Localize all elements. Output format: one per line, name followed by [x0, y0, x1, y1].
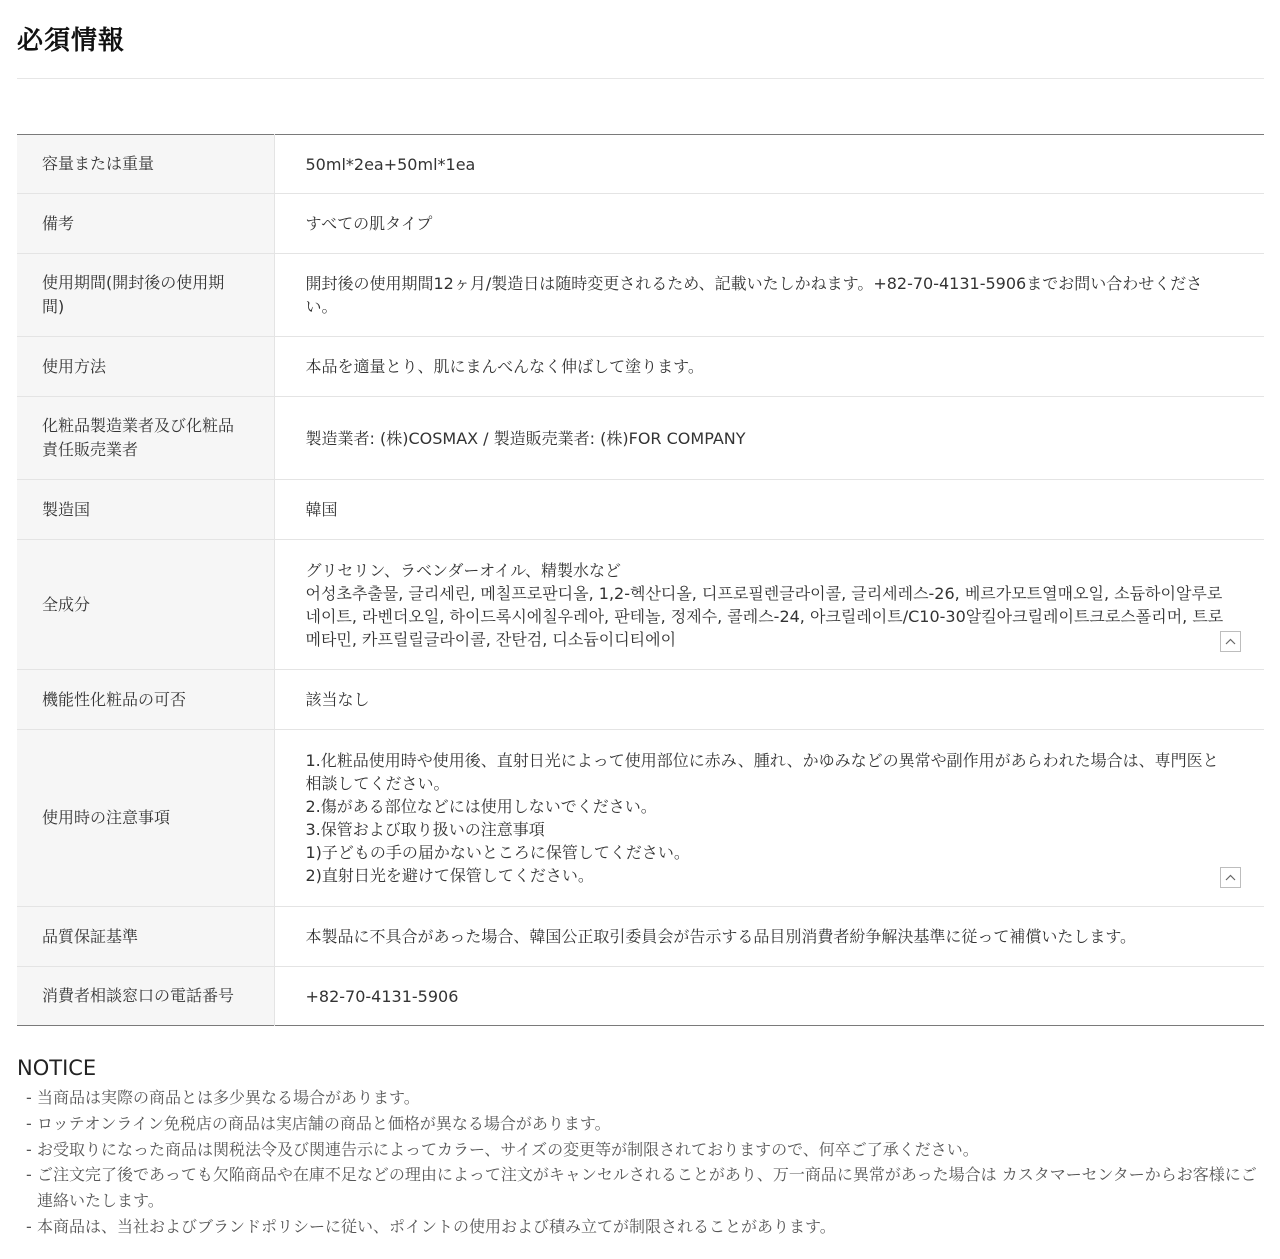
row-value	[274, 397, 1264, 480]
row-value-text: 該当なし	[305, 690, 370, 709]
notice-item: - ご注文完了後であっても欠陥商品や在庫不足などの理由によって注文がキャンセルされることがあり、万一商品に異常があった場合は カスタマーセンターからお客様にご連絡いたします。	[17, 1162, 1267, 1214]
title-divider	[17, 78, 1264, 79]
row-label: 容量または重量	[17, 135, 274, 194]
row-value-text: 開封後の使用期間12ヶ月/製造日は随時変更されるため、記載いたしかねます。+82-70-4131-5906までお問い合わせください。	[305, 274, 1203, 316]
row-value	[274, 730, 1264, 907]
row-value-text: 製造業者: (株)COSMAX / 製造販売業者: (株)FOR COMPANY	[305, 428, 746, 448]
table-row	[17, 135, 1264, 194]
row-value	[274, 337, 1264, 397]
collapse-button[interactable]	[1220, 631, 1241, 652]
notice-title: NOTICE	[17, 1056, 97, 1080]
row-value-text: すべての肌タイプ	[305, 214, 433, 233]
row-value	[274, 540, 1264, 670]
row-value	[274, 194, 1264, 254]
row-value	[274, 967, 1264, 1026]
row-value-text: グリセリン、ラベンダーオイル、精製水など 어성초추출물, 글리세린, 메칠프로판디올, 1,2-헥산디올, 디프로필렌글라이콜, 글리세레스-26, 베르가모트열매오일, 소듐하이알루로네이트, 라벤더오일, 하이드록시에칠우레아, 판테놀, 정제수, 콜레스-24, 아크릴레이트/C10-30알킬아크릴레이트크로스폴리머, 트로메타민, 카프릴릴글라이콜, 잔탄검, 디소듐이디티에이	[305, 560, 1224, 649]
table-row	[17, 907, 1264, 967]
row-label: 使用方法	[17, 337, 274, 397]
row-label: 製造国	[17, 480, 274, 540]
row-label: 使用期間(開封後の使用期間)	[17, 254, 274, 337]
notice-item: - 本商品は、当社およびブランドポリシーに従い、ポイントの使用および積み立てが制限されることがあります。	[17, 1214, 1267, 1240]
row-value-text: 韓国	[305, 500, 338, 519]
row-label: 使用時の注意事項	[17, 730, 274, 907]
notice-list	[17, 1085, 1267, 1240]
row-value	[274, 670, 1264, 730]
row-value-text: 本品を適量とり、肌にまんべんなく伸ばして塗ります。	[305, 357, 704, 376]
table-row	[17, 254, 1264, 337]
row-value-text: +82-70-4131-5906	[305, 986, 459, 1006]
row-value	[274, 907, 1264, 967]
table-row	[17, 540, 1264, 670]
chevron-up-icon	[1225, 874, 1236, 881]
row-label: 化粧品製造業者及び化粧品責任販売業者	[17, 397, 274, 480]
row-value-text: 1.化粧品使用時や使用後、直射日光によって使用部位に赤み、腫れ、かゆみなどの異常や副作用があらわれた場合は、専門医と相談してください。 2.傷がある部位などには使用しないでください。 3.保管および取り扱いの注意事項 1)子どもの手の届かないところに保管してください。 2)直射日光を避けて保管してください。	[305, 751, 1219, 885]
required-info-table	[17, 134, 1264, 1026]
notice-item: - 当商品は実際の商品とは多少異なる場合があります。	[17, 1085, 1267, 1111]
collapse-button[interactable]	[1220, 867, 1241, 888]
chevron-up-icon	[1225, 638, 1236, 645]
row-label: 全成分	[17, 540, 274, 670]
row-label: 品質保証基準	[17, 907, 274, 967]
row-label: 備考	[17, 194, 274, 254]
row-value	[274, 254, 1264, 337]
table-row	[17, 730, 1264, 907]
page-title: 必須情報	[17, 26, 126, 56]
notice-section	[17, 1055, 1267, 1240]
notice-item: - お受取りになった商品は関税法令及び関連告示によってカラー、サイズの変更等が制限されておりますので、何卒ご了承ください。	[17, 1137, 1267, 1163]
table-row	[17, 967, 1264, 1026]
row-value-text: 本製品に不具合があった場合、韓国公正取引委員会が告示する品目別消費者紛争解決基準に従って補償いたします。	[305, 927, 1137, 946]
table-row	[17, 480, 1264, 540]
table-row	[17, 397, 1264, 480]
row-label: 消費者相談窓口の電話番号	[17, 967, 274, 1026]
row-value-text: 50ml*2ea+50ml*1ea	[305, 154, 476, 174]
table-row	[17, 670, 1264, 730]
table-row	[17, 194, 1264, 254]
row-value	[274, 135, 1264, 194]
notice-item: - ロッテオンライン免税店の商品は実店舗の商品と価格が異なる場合があります。	[17, 1111, 1267, 1137]
row-label: 機能性化粧品の可否	[17, 670, 274, 730]
row-value	[274, 480, 1264, 540]
table-row	[17, 337, 1264, 397]
